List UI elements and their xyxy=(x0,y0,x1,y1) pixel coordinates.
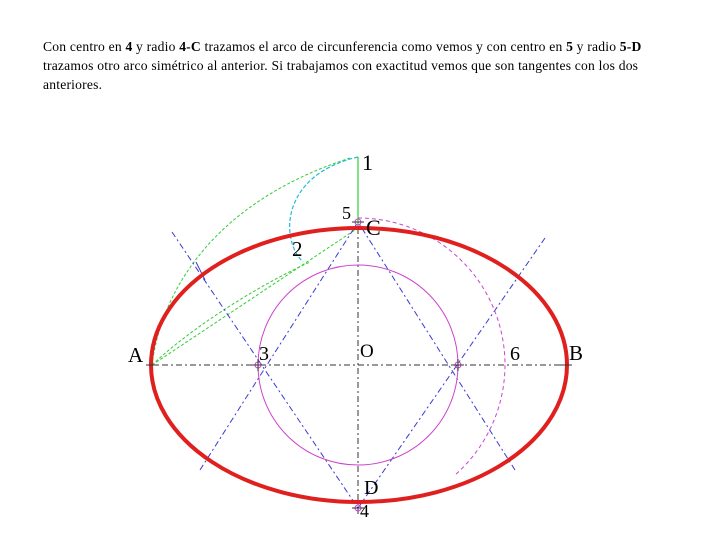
label-point-O: O xyxy=(360,341,374,362)
label-point-C: C xyxy=(366,215,381,240)
caption-text: Con centro en 4 y radio 4-C trazamos el arco de circunferencia como vemos y con centro en 5 y radio 5-D trazamos otro arco simétrico al anterior. Si trabajamos con exactitud vemos que son tangentes con los dos anteriores. xyxy=(43,39,642,92)
label-point-6: 6 xyxy=(510,343,520,365)
label-point-4: 4 xyxy=(360,501,369,521)
label-point-1: 1 xyxy=(362,150,373,175)
green-arc-outer xyxy=(152,158,350,365)
label-point-B: B xyxy=(569,341,584,365)
green-arc-inner xyxy=(152,262,310,365)
label-point-3: 3 xyxy=(259,343,269,365)
line-6-5-ext xyxy=(358,238,545,508)
label-point-5: 5 xyxy=(342,203,351,223)
line-3-5-ext xyxy=(172,232,358,508)
label-point-A: A xyxy=(128,343,144,367)
label-point-D: D xyxy=(364,477,379,499)
label-point-2: 2 xyxy=(292,237,303,261)
